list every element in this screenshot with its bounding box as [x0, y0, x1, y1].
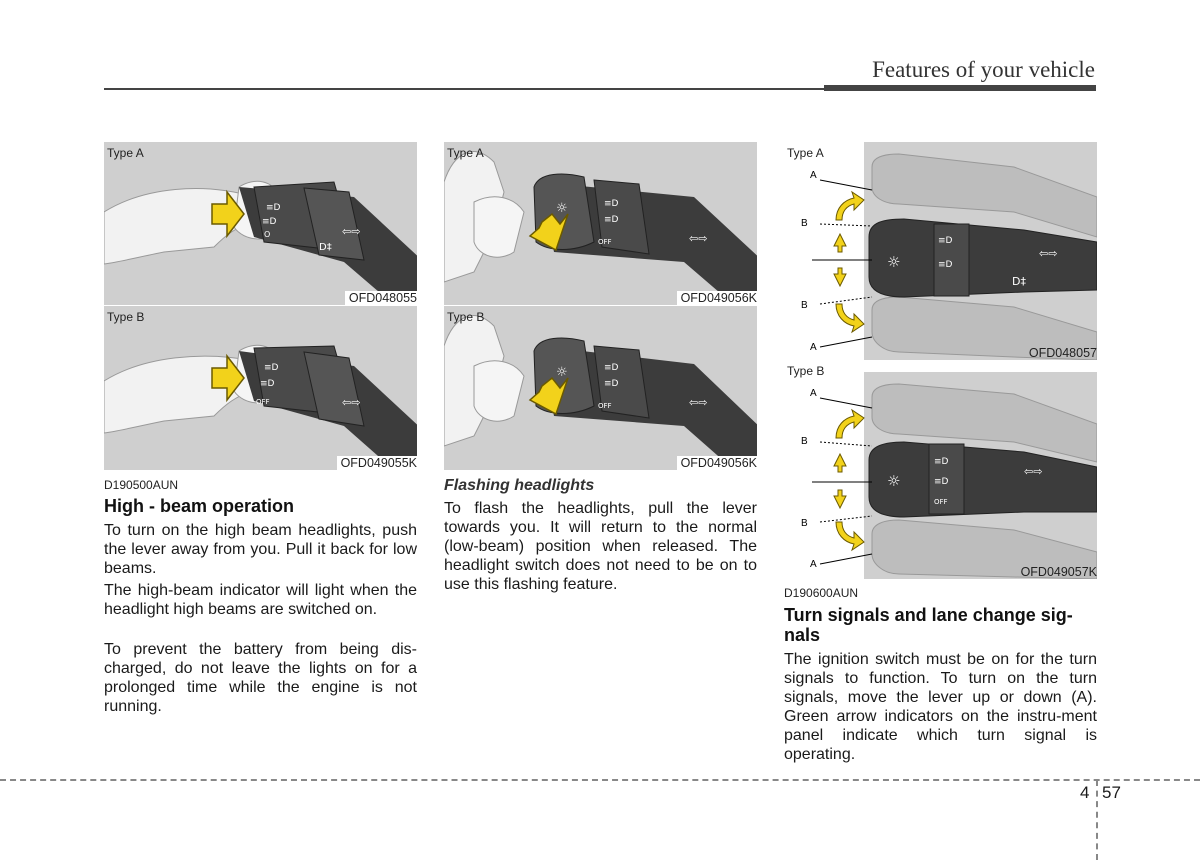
- off-label: OFF: [598, 402, 612, 410]
- off-label: OFF: [256, 398, 270, 406]
- callout-b-top: B: [801, 218, 808, 229]
- turn-signal-symbol: ⇦⇨: [689, 396, 708, 409]
- figure-type-label: Type B: [787, 364, 825, 378]
- section-subheading: Flashing headlights: [444, 477, 595, 494]
- section-heading: Turn signals and lane change sig-nals: [784, 605, 1073, 645]
- lane-change-down-arrow-icon: [834, 490, 846, 508]
- callout-b-bottom: B: [801, 518, 808, 529]
- lane-change-down-arrow-icon: [834, 268, 846, 286]
- turn-signal-symbol: ⇦⇨: [342, 225, 361, 238]
- section-code: D190600AUN: [784, 586, 859, 600]
- footer-divider: [1096, 780, 1098, 860]
- low-beam-symbol: ≡D: [262, 217, 277, 227]
- lane-change-up-arrow-icon: [834, 454, 846, 472]
- high-beam-symbol: ≡D: [604, 199, 619, 209]
- high-beam-lever-illustration: [104, 142, 417, 305]
- figure-code: OFD049055K: [337, 456, 417, 470]
- low-beam-symbol: ≡D: [934, 477, 949, 487]
- high-beam-symbol: ≡D: [266, 203, 281, 213]
- fog-symbol: D‡: [319, 242, 332, 253]
- headlight-icon: ☼: [887, 253, 901, 271]
- low-beam-symbol: ≡D: [938, 260, 953, 270]
- flash-lever-illustration: [444, 142, 757, 305]
- figure-turn-signal-type-b: [784, 362, 1097, 579]
- figure-code: OFD048057: [1028, 346, 1097, 360]
- figure-type-label: Type A: [447, 146, 484, 160]
- off-label: OFF: [598, 238, 612, 246]
- headlight-icon: ☼: [887, 472, 901, 490]
- turn-up-arrow-icon: [836, 410, 864, 438]
- turn-down-arrow-icon: [836, 304, 864, 332]
- headlight-icon: ☼: [556, 201, 568, 216]
- figure-flashing-type-a: [444, 142, 757, 305]
- turn-signal-symbol: ⇦⇨: [342, 396, 361, 409]
- turn-down-arrow-icon: [836, 522, 864, 550]
- section-code: D190500AUN: [104, 478, 179, 492]
- turn-up-arrow-icon: [836, 192, 864, 220]
- lane-change-up-arrow-icon: [834, 234, 846, 252]
- low-beam-symbol: ≡D: [260, 379, 275, 389]
- figure-high-beam-type-a: [104, 142, 417, 305]
- turn-signal-symbol: ⇦⇨: [1024, 465, 1043, 478]
- high-beam-symbol: ≡D: [264, 363, 279, 373]
- figure-code: OFD049056K: [677, 456, 757, 470]
- low-beam-symbol: ≡D: [604, 379, 619, 389]
- figure-high-beam-type-b: [104, 306, 417, 470]
- low-beam-symbol: ≡D: [604, 215, 619, 225]
- callout-a-bottom: A: [810, 342, 817, 353]
- high-beam-symbol: ≡D: [604, 363, 619, 373]
- high-beam-lever-illustration-b: [104, 306, 417, 470]
- section-heading: High - beam operation: [104, 496, 295, 516]
- turn-signal-symbol: ⇦⇨: [689, 232, 708, 245]
- high-beam-symbol: ≡D: [934, 457, 949, 467]
- chapter-number: 4: [1080, 783, 1090, 802]
- figure-code: OFD049057K: [1020, 565, 1097, 579]
- figure-flashing-type-b: [444, 306, 757, 470]
- paragraph: To turn on the high beam headlights, push the lever away from you. Pull it back for low beams.: [104, 522, 417, 577]
- header-rule-accent: [824, 85, 1096, 91]
- fog-symbol: D‡: [1012, 275, 1026, 288]
- off-position-mark: O: [264, 230, 271, 239]
- footer-rule: [0, 779, 1200, 781]
- callout-a-top: A: [810, 170, 817, 181]
- headlight-icon: ☼: [556, 365, 568, 380]
- paragraph: The high-beam indicator will light when the headlight high beams are switched on.: [104, 582, 417, 618]
- paragraph: To flash the headlights, pull the lever towards you. It will return to the normal (low-beam) position when released. The headlight switch does not need to be on to use this flashing feature.: [444, 500, 757, 593]
- figure-type-label: Type B: [447, 310, 485, 324]
- turn-signal-symbol: ⇦⇨: [1039, 247, 1058, 260]
- figure-turn-signal-type-a: [784, 142, 1097, 360]
- figure-type-label: Type A: [107, 146, 144, 160]
- page-header-title: Features of your vehicle: [872, 57, 1095, 82]
- callout-a-top: A: [810, 388, 817, 399]
- figure-type-label: Type A: [787, 146, 824, 160]
- turn-signal-lever-illustration: [784, 142, 1097, 360]
- callout-b-bottom: B: [801, 300, 808, 311]
- callout-b-top: B: [801, 436, 808, 447]
- off-label: OFF: [934, 498, 948, 506]
- figure-code: OFD048055: [345, 291, 417, 305]
- high-beam-symbol: ≡D: [938, 236, 953, 246]
- callout-a-bottom: A: [810, 559, 817, 570]
- turn-signal-lever-illustration-b: [784, 362, 1097, 579]
- figure-type-label: Type B: [107, 310, 145, 324]
- figure-code: OFD049056K: [677, 291, 757, 305]
- flash-lever-illustration-b: [444, 306, 757, 470]
- paragraph: To prevent the battery from being dis-charged, do not leave the lights on for a prolonged time while the engine is not running.: [104, 641, 417, 715]
- page-number: 57: [1102, 783, 1121, 802]
- paragraph: The ignition switch must be on for the turn signals to function. To turn on the turn signals, move the lever up or down (A). Green arrow indicators on the instru-ment panel indicate which turn signal is operating.: [784, 651, 1097, 763]
